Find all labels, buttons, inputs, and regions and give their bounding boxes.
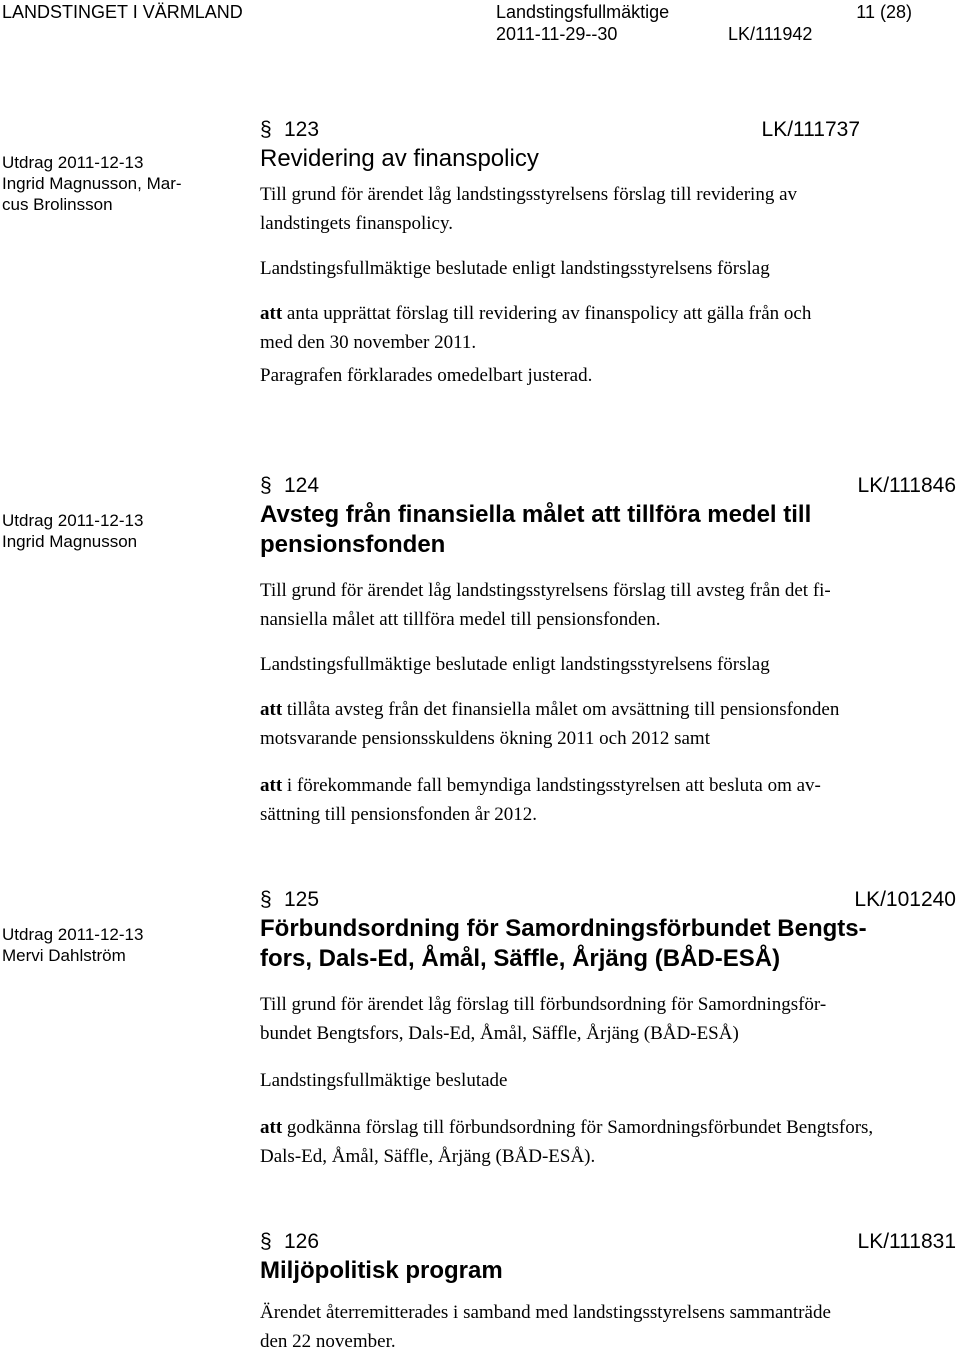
margin-note-line: cus Brolinsson	[2, 195, 113, 214]
att-keyword: att	[260, 775, 283, 796]
body-text: motsvarande pensionsskuldens ökning 2011 och 2012 samt	[260, 728, 710, 749]
margin-note-line: Utdrag 2011-12-13	[2, 153, 144, 172]
header-page-number: 11 (28)	[856, 2, 912, 22]
header-reference: LK/111942	[728, 24, 813, 44]
header-date: 2011-11-29--30	[496, 24, 618, 44]
paragraph-symbol: §	[260, 118, 272, 141]
att-keyword: att	[260, 699, 283, 720]
paragraph-heading	[260, 886, 956, 914]
section-title: Förbundsordning för Samordningsförbundet Bengts-	[260, 915, 867, 942]
body-text: Dals-Ed, Åmål, Säffle, Årjäng (BÅD-ESÅ).	[260, 1146, 596, 1167]
decision-clause	[260, 299, 956, 328]
body-text: landstingets finanspolicy.	[260, 213, 453, 234]
section-title: fors, Dals-Ed, Åmål, Säffle, Årjäng (BÅD-ESÅ)	[260, 945, 781, 972]
page-header	[0, 0, 960, 48]
body-text: den 22 november.	[260, 1331, 396, 1352]
att-keyword: att	[260, 1117, 283, 1138]
paragraph-heading	[260, 1228, 956, 1256]
section-content	[260, 1228, 956, 1356]
margin-note-line: Utdrag 2011-12-13	[2, 925, 144, 944]
margin-note-line: Ingrid Magnusson, Mar-	[2, 174, 182, 193]
paragraph-number: 125	[284, 888, 320, 911]
paragraph-symbol: §	[260, 888, 272, 911]
margin-note	[2, 510, 202, 552]
paragraph-symbol: §	[260, 1230, 272, 1253]
margin-note-line: Ingrid Magnusson	[2, 532, 138, 551]
section-title: Miljöpolitisk program	[260, 1257, 503, 1284]
margin-note	[2, 152, 202, 215]
body-text: Ärendet återremitterades i samband med landstingsstyrelsens sammanträde	[260, 1302, 831, 1323]
decision-clause	[260, 771, 956, 800]
body-text: Till grund för ärendet låg förslag till förbundsordning för Samordningsför-	[260, 994, 827, 1015]
body-text: Till grund för ärendet låg landstingsstyrelsens förslag till avsteg från det fi-	[260, 580, 831, 601]
decision-intro: Landstingsfullmäktige beslutade enligt landstingsstyrelsens förslag	[260, 654, 770, 675]
body-text: sättning till pensionsfonden år 2012.	[260, 804, 538, 825]
att-keyword: att	[260, 303, 283, 324]
body-text: med den 30 november 2011.	[260, 332, 477, 353]
paragraph-heading	[260, 116, 956, 144]
decision-clause	[260, 695, 956, 724]
paragraph-reference: LK/111846	[857, 474, 956, 497]
paragraph-reference: LK/101240	[854, 888, 956, 911]
header-body: Landstingsfullmäktige	[496, 2, 670, 22]
margin-note	[2, 924, 202, 966]
decision-clause	[260, 1113, 956, 1142]
paragraph-number: 123	[284, 118, 320, 141]
clause-text: godkänna förslag till förbundsordning för Samordningsförbundet Bengtsfors,	[282, 1117, 874, 1138]
clause-text: i förekommande fall bemyndiga landstingsstyrelsen att besluta om av-	[282, 775, 821, 796]
body-text: nansiella målet att tillföra medel till pensionsfonden.	[260, 609, 661, 630]
margin-note-line: Utdrag 2011-12-13	[2, 511, 144, 530]
section-title: Revidering av finanspolicy	[260, 145, 539, 172]
body-text: Till grund för ärendet låg landstingsstyrelsens förslag till revidering av	[260, 184, 798, 205]
decision-intro: Landstingsfullmäktige beslutade	[260, 1070, 508, 1091]
decision-intro: Landstingsfullmäktige beslutade enligt landstingsstyrelsens förslag	[260, 258, 770, 279]
paragraph-reference: LK/111737	[761, 118, 860, 141]
clause-text: anta upprättat förslag till revidering av finanspolicy att gälla från och	[282, 303, 812, 324]
paragraph-heading	[260, 472, 956, 500]
paragraph-number: 126	[284, 1230, 320, 1253]
section-content	[260, 472, 956, 829]
clause-text: tillåta avsteg från det finansiella målet om avsättning till pensionsfonden	[282, 699, 840, 720]
margin-note-line: Mervi Dahlström	[2, 946, 126, 965]
section-title: Avsteg från finansiella målet att tillföra medel till	[260, 501, 812, 528]
header-organization: LANDSTINGET I VÄRMLAND	[2, 2, 243, 22]
body-text: Paragrafen förklarades omedelbart justerad.	[260, 365, 593, 386]
body-text: bundet Bengtsfors, Dals-Ed, Åmål, Säffle, Årjäng (BÅD-ESÅ)	[260, 1023, 739, 1044]
section-content	[260, 886, 956, 1171]
section-title: pensionsfonden	[260, 531, 446, 558]
section-content	[260, 116, 956, 390]
paragraph-number: 124	[284, 474, 320, 497]
paragraph-reference: LK/111831	[857, 1230, 956, 1253]
paragraph-symbol: §	[260, 474, 272, 497]
